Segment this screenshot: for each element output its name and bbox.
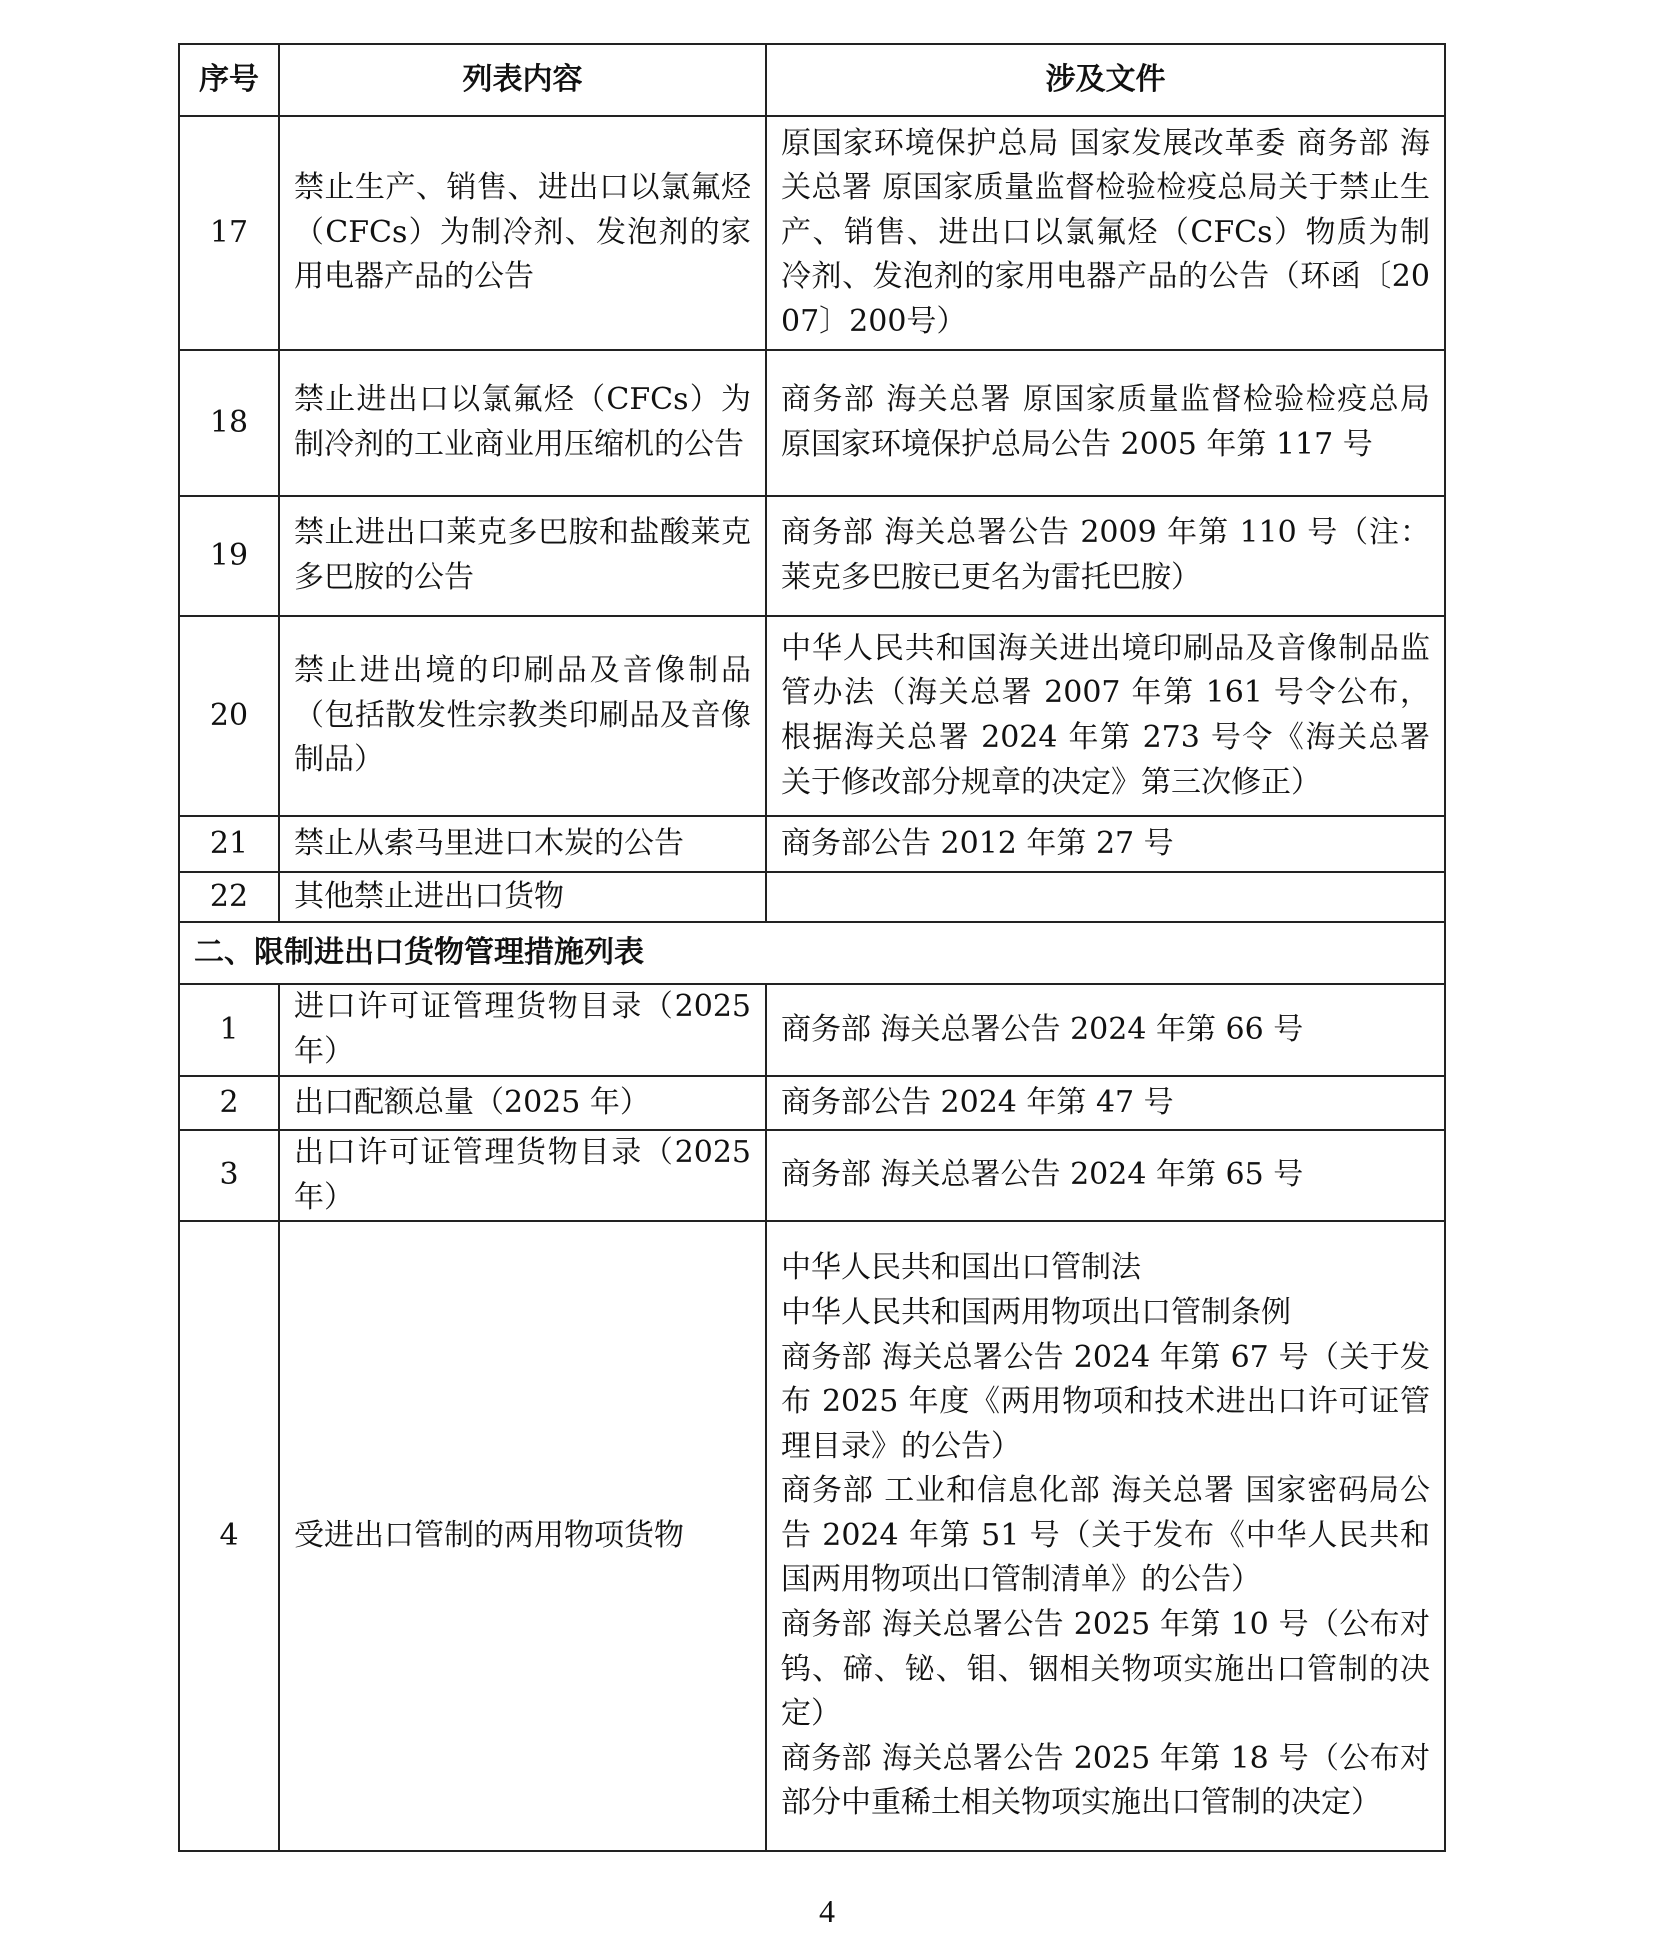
row-number: 3 bbox=[179, 1130, 279, 1221]
table-row bbox=[179, 350, 1445, 496]
table-row bbox=[179, 1076, 1445, 1130]
row-number: 21 bbox=[179, 816, 279, 872]
doc-line: 商务部 海关总署公告 2025 年第 18 号（公布对部分中重稀土相关物项实施出口管制的决定） bbox=[781, 1740, 1430, 1821]
row-content: 其他禁止进出口货物 bbox=[279, 872, 766, 922]
row-docs bbox=[766, 1130, 1445, 1221]
table-row bbox=[179, 816, 1445, 872]
row-content: 进口许可证管理货物目录（2025 年） bbox=[279, 984, 766, 1076]
doc-line: 商务部 海关总署公告 2024 年第 65 号 bbox=[781, 1157, 1304, 1193]
doc-line: 中华人民共和国出口管制法 bbox=[781, 1250, 1141, 1286]
row-number: 17 bbox=[179, 116, 279, 350]
table-row bbox=[179, 496, 1445, 616]
row-content: 禁止进出境的印刷品及音像制品（包括散发性宗教类印刷品及音像制品） bbox=[279, 616, 766, 816]
row-docs bbox=[766, 116, 1445, 350]
table-row bbox=[179, 616, 1445, 816]
header-content: 列表内容 bbox=[279, 44, 766, 116]
table-row bbox=[179, 1130, 1445, 1221]
doc-line: 商务部公告 2024 年第 47 号 bbox=[781, 1084, 1174, 1120]
row-content: 出口许可证管理货物目录（2025 年） bbox=[279, 1130, 766, 1221]
document-table bbox=[178, 43, 1446, 1852]
doc-line: 商务部 海关总署公告 2009 年第 110 号（注：莱克多巴胺已更名为雷托巴胺） bbox=[781, 515, 1430, 595]
doc-line: 中华人民共和国两用物项出口管制条例 bbox=[781, 1294, 1291, 1330]
row-content: 禁止进出口莱克多巴胺和盐酸莱克多巴胺的公告 bbox=[279, 496, 766, 616]
row-content: 出口配额总量（2025 年） bbox=[279, 1076, 766, 1130]
row-content: 禁止进出口以氯氟烃（CFCs）为制冷剂的工业商业用压缩机的公告 bbox=[279, 350, 766, 496]
table-row bbox=[179, 1221, 1445, 1851]
row-content: 禁止生产、销售、进出口以氯氟烃（CFCs）为制冷剂、发泡剂的家用电器产品的公告 bbox=[279, 116, 766, 350]
row-content: 禁止从索马里进口木炭的公告 bbox=[279, 816, 766, 872]
doc-line: 原国家环境保护总局 国家发展改革委 商务部 海关总署 原国家质量监督检验检疫总局关于禁止生产、销售、进出口以氯氟烃（CFCs）物质为制冷剂、发泡剂的家用电器产品的公告（环函〔2007〕200号） bbox=[781, 125, 1430, 339]
row-number: 20 bbox=[179, 616, 279, 816]
table-row bbox=[179, 872, 1445, 922]
row-docs bbox=[766, 984, 1445, 1076]
section-row bbox=[179, 922, 1445, 984]
row-docs bbox=[766, 816, 1445, 872]
doc-line: 商务部 海关总署公告 2024 年第 66 号 bbox=[781, 1011, 1304, 1047]
section-title: 二、限制进出口货物管理措施列表 bbox=[179, 922, 1445, 984]
row-number: 4 bbox=[179, 1221, 279, 1851]
table-row bbox=[179, 116, 1445, 350]
row-content: 受进出口管制的两用物项货物 bbox=[279, 1221, 766, 1851]
doc-line: 商务部 海关总署公告 2025 年第 10 号（公布对钨、碲、铋、钼、铟相关物项实施出口管制的决定） bbox=[781, 1607, 1430, 1732]
row-number: 19 bbox=[179, 496, 279, 616]
doc-line: 商务部 海关总署公告 2024 年第 67 号（关于发布 2025 年度《两用物项和技术进出口许可证管理目录》的公告） bbox=[781, 1339, 1430, 1464]
row-docs bbox=[766, 1076, 1445, 1130]
row-docs bbox=[766, 872, 1445, 922]
page-number: 4 bbox=[819, 1893, 835, 1929]
row-docs bbox=[766, 1221, 1445, 1851]
table-header-row bbox=[179, 44, 1445, 116]
header-num: 序号 bbox=[179, 44, 279, 116]
row-docs bbox=[766, 616, 1445, 816]
row-docs bbox=[766, 350, 1445, 496]
row-number: 18 bbox=[179, 350, 279, 496]
row-docs bbox=[766, 496, 1445, 616]
doc-line: 商务部公告 2012 年第 27 号 bbox=[781, 825, 1174, 861]
row-number: 22 bbox=[179, 872, 279, 922]
doc-line: 商务部 海关总署 原国家质量监督检验检疫总局 原国家环境保护总局公告 2005 年第 117 号 bbox=[781, 382, 1430, 462]
table-row bbox=[179, 984, 1445, 1076]
header-docs: 涉及文件 bbox=[766, 44, 1445, 116]
row-number: 1 bbox=[179, 984, 279, 1076]
row-number: 2 bbox=[179, 1076, 279, 1130]
doc-line: 商务部 工业和信息化部 海关总署 国家密码局公告 2024 年第 51 号（关于发布《中华人民共和国两用物项出口管制清单》的公告） bbox=[781, 1473, 1430, 1598]
doc-line: 中华人民共和国海关进出境印刷品及音像制品监管办法（海关总署 2007 年第 161 号令公布，根据海关总署 2024 年第 273 号令《海关总署关于修改部分规章的决定》第三次修正） bbox=[781, 630, 1430, 800]
